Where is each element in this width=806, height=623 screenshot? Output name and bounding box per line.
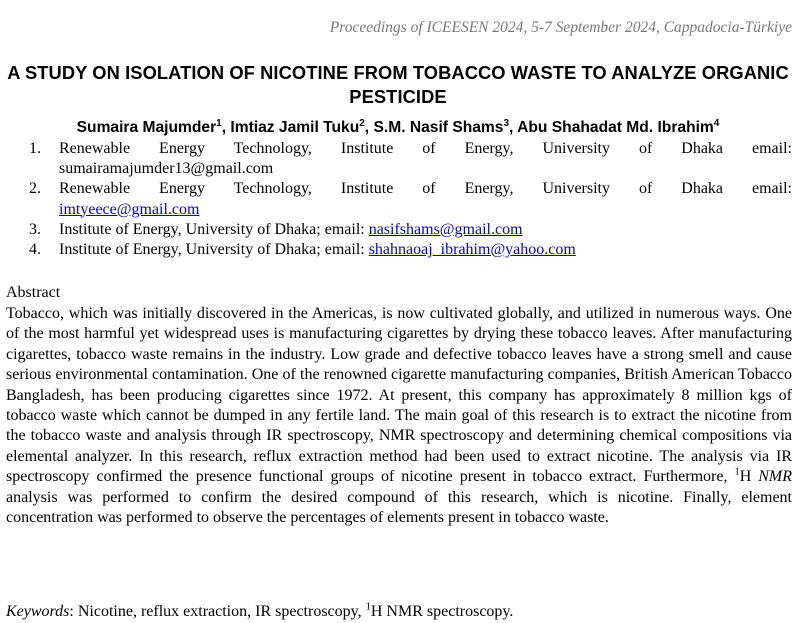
keywords-text: H NMR spectroscopy. [370,603,514,620]
affiliation-text: Renewable Energy Technology, Institute of Energy, University of Dhaka email: [59,180,792,198]
affiliation-text: Institute of Energy, University of Dhaka; email: [59,241,369,259]
paper-title: A STUDY ON ISOLATION OF NICOTINE FROM TOBACCO WASTE TO ANALYZE ORGANIC PESTICIDE [7,62,789,107]
affiliation-item [29,220,792,240]
author-separator: , [364,119,374,136]
email-link[interactable]: shahnaoaj_ibrahim@yahoo.com [368,241,576,259]
affiliation-item [29,240,792,260]
email-link[interactable]: imtyeece@gmail.com [59,200,200,218]
abstract-italic: NMR [758,468,792,486]
keywords [6,603,513,621]
author-affiliation-mark: 4 [713,117,720,129]
isotope-superscript: 1 [365,601,371,613]
abstract-part: H [739,468,759,486]
author-affiliation-mark: 2 [359,117,365,129]
proceedings-header: Proceedings of ICEESEN 2024, 5-7 September 2024, Cappadocia-Türkiye [329,19,792,36]
author-name: Imtiaz Jamil Tuku [230,119,360,136]
isotope-superscript: 1 [734,466,740,478]
abstract-part: Tobacco, which was initially discovered in the Americas, is now cultivated globally, and utilized in numerous ways. One of the most harmful yet widespread uses is manufacturing cigarettes by drying these tobacco leaves. After manufacturing cigarettes, tobacco waste remains in the industry. Low grade and defective tobacco leaves have a strong smell and cause serious environmental contamination. One of the renowned cigarette manufacturing companies, British American Tobacco Bangladesh, has been producing cigarettes since 1972. At present, this company has approximately 8 million kgs of tobacco waste which cannot be dumped in any fertile land. The main goal of this research is to extract the nicotine from the tobacco waste and analysis through IR spectroscopy, NMR spectroscopy and determining chemical compositions via elemental analyzer. In this research, reflux extraction method had been used to extract nicotine. The analysis via IR spectroscopy confirmed the presence functional groups of nicotine present in tobacco extract. Furthermore, [6,305,792,486]
keywords-label: Keywords [6,603,70,620]
author-affiliation-mark: 1 [216,117,222,129]
abstract-text [6,304,792,528]
abstract-heading: Abstract [6,284,61,301]
author-separator: , [509,119,518,136]
affiliation-item [29,139,792,179]
affiliation-number: 4. [29,241,41,259]
author-list [0,119,796,137]
affiliation-text: Institute of Energy, University of Dhaka; email: [59,220,369,238]
affiliation-list [29,139,792,260]
author-separator: , [221,119,231,136]
keywords-colon: : [69,603,78,620]
author-name: S.M. Nasif Shams [373,119,504,136]
affiliation-number: 1. [29,140,41,157]
abstract-part: analysis was performed to confirm the desired compound of this research, which is nicotine. Finally, element concentration was performed to observe the percentages of elements present in tobacco waste. [6,488,792,527]
keywords-text: Nicotine, reflux extraction, IR spectroscopy, [77,603,366,620]
author-name: Abu Shahadat Md. Ibrahim [517,119,714,136]
affiliation-text: Renewable Energy Technology, Institute of Energy, University of Dhaka email: [59,140,792,157]
author-name: Sumaira Majumder [76,119,217,136]
author-affiliation-mark: 3 [503,117,510,129]
email-link[interactable]: nasifshams@gmail.com [368,220,523,238]
affiliation-item [29,179,792,219]
affiliation-number: 2. [29,180,41,198]
affiliation-number: 3. [29,220,41,238]
affiliation-email: sumairamajumder13@gmail.com [59,160,274,178]
